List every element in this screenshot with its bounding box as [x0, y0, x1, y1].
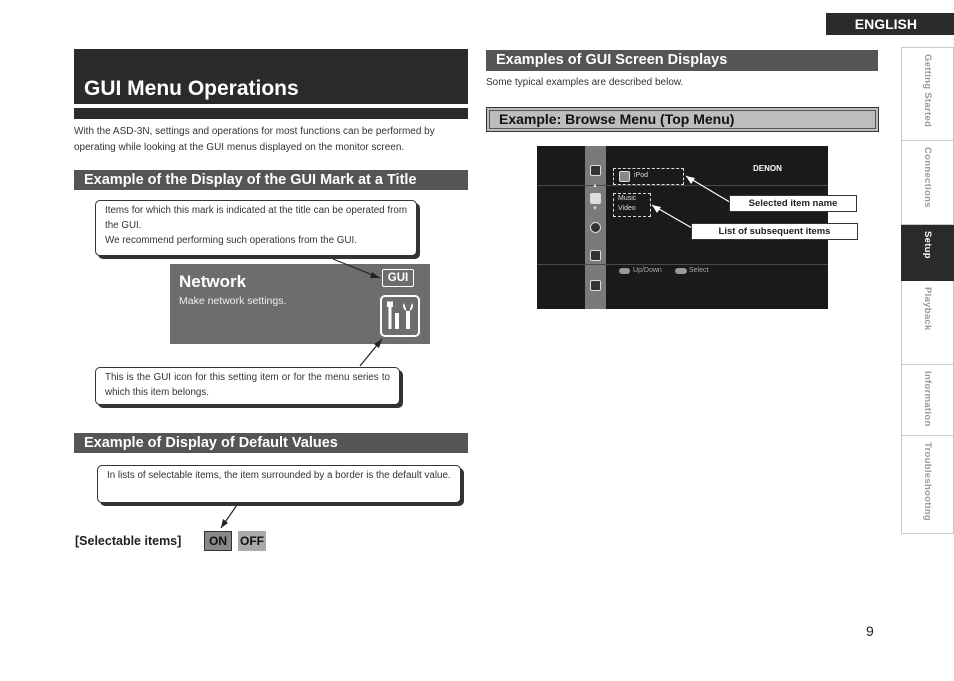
intro-text: With the ASD-3N, settings and operations for most functions can be performed by operating while looking at the GUI menus displayed on the monitor screen.	[74, 126, 435, 153]
selectable-items-label: [Selectable items]	[75, 534, 182, 548]
ipod-icon	[590, 193, 601, 204]
option-on-default: ON	[204, 531, 232, 551]
page-number: 9	[866, 623, 874, 639]
sample-subtitle: Make network settings.	[179, 295, 287, 307]
tab-connections[interactable]	[901, 141, 954, 225]
tab-label: Setup	[922, 231, 933, 259]
browse-menu-heading	[486, 107, 879, 132]
up-arrow-icon: ▲	[592, 183, 598, 189]
callout-pointer-lines	[330, 256, 390, 376]
browse-menu-heading-text: Example: Browse Menu (Top Menu)	[489, 110, 876, 129]
page-title: GUI Menu Operations	[84, 77, 299, 100]
updown-button-icon	[619, 268, 630, 274]
footer-select: Select	[689, 267, 709, 274]
callout-default-value: In lists of selectable items, the item surrounded by a border is the default value.	[97, 465, 461, 503]
callout-pointer-line	[215, 503, 245, 531]
tab-setup[interactable]	[901, 225, 954, 281]
callout-line: We recommend performing such operations from the GUI.	[105, 235, 357, 246]
tab-getting-started[interactable]	[901, 47, 954, 141]
tab-label: Information	[922, 371, 933, 427]
title-underbar	[74, 108, 468, 119]
section-heading-default-values: Example of Display of Default Values	[74, 433, 468, 453]
label-selected-item: Selected item name	[729, 195, 857, 212]
list-item: Video	[618, 205, 636, 212]
section-heading-examples: Examples of GUI Screen Displays	[486, 50, 878, 71]
tab-information[interactable]	[901, 365, 954, 436]
list-item: Music	[618, 195, 637, 202]
callout-gui-mark	[95, 200, 417, 256]
tab-label: Playback	[922, 287, 933, 331]
callout-line: Items for which this mark is indicated at the title can be operated from the GUI.	[105, 205, 407, 231]
examples-subtitle: Some typical examples are described below.	[486, 77, 684, 88]
device-icon	[590, 280, 601, 291]
sample-title: Network	[179, 272, 247, 291]
tab-label: Connections	[922, 147, 933, 208]
label-subsequent-items: List of subsequent items	[691, 223, 858, 240]
radio-icon	[590, 222, 601, 233]
tab-troubleshooting[interactable]	[901, 436, 954, 534]
chapter-tabs	[901, 47, 954, 534]
tab-playback[interactable]	[901, 281, 954, 365]
tab-label: Getting Started	[922, 54, 933, 128]
network-icon	[590, 165, 601, 176]
language-tab: ENGLISH	[826, 13, 954, 35]
network-icon	[590, 250, 601, 261]
footer-updown: Up/Down	[633, 267, 662, 274]
brand-logo: DENON	[753, 164, 782, 173]
down-arrow-icon: ▼	[592, 206, 598, 212]
tab-label: Troubleshooting	[922, 442, 933, 521]
option-off: OFF	[238, 531, 266, 551]
select-button-icon	[675, 268, 687, 274]
ipod-small-icon	[619, 171, 630, 182]
selected-item-name: iPod	[634, 172, 649, 179]
callout-gui-icon: This is the GUI icon for this setting item or for the menu series to which this item belongs.	[95, 367, 400, 405]
screen-divider	[537, 264, 828, 265]
section-heading-gui-mark: Example of the Display of the GUI Mark at a Title	[74, 170, 468, 190]
gui-mark-badge: GUI	[382, 269, 414, 287]
